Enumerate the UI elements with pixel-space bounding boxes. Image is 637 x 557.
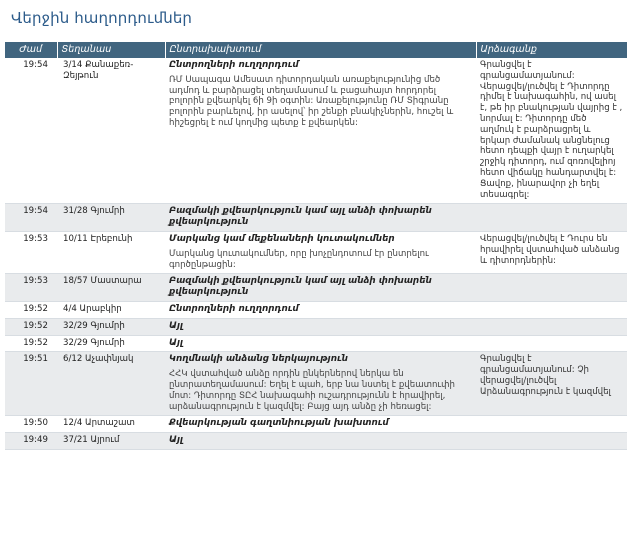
cell-place: 32/29 Գյումրի <box>57 335 165 352</box>
cell-place: 32/29 Գյումրի <box>57 318 165 335</box>
cell-time: 19:53 <box>5 231 57 273</box>
table-row[interactable] <box>5 416 627 433</box>
cell-place: 37/21 Այրում <box>57 433 165 450</box>
issue-description: ՀՀԿ վստահված անձը որդին ընկերներով ներկա են ընտրատեղամասում: Եղել է պահ, երբ նա նստել է քվեատուփի մոտ: Դիտորդը ՏԸՀ նախագահի ուշադրությունն է հրավիրել, արձանագրություն է կազմվել: Բայց այդ անձը չի հեռացել: <box>169 369 455 412</box>
cell-response: Գրանցվել է գրանցամատյանում: Չի վերացվել/լուծվել Արձանագրություն է կազմվել <box>476 352 627 416</box>
cell-place: 3/14 Քանաքեռ-Զեյթուն <box>57 58 165 204</box>
page-title: Վերջին հաղորդումներ <box>11 9 193 27</box>
cell-place: 18/57 Մաստարա <box>57 274 165 302</box>
cell-time: 19:53 <box>5 274 57 302</box>
column-header-place[interactable]: Տեղանաս <box>57 42 165 58</box>
cell-time: 19:54 <box>5 58 57 204</box>
issue-title: Ընտրողների ուղղորդում <box>169 303 299 314</box>
issue-title: Այլ <box>169 435 183 446</box>
issue-title: Բազմակի քվեարկություն կամ այլ անձի փոխարեն քվեարկություն <box>169 206 432 228</box>
issue-title: Կողմնակի անձանց ներկայություն <box>169 354 348 365</box>
cell-place: 4/4 Արաբկիր <box>57 301 165 318</box>
table-row[interactable] <box>5 318 627 335</box>
table-row[interactable] <box>5 204 627 232</box>
cell-issue <box>165 58 476 204</box>
cell-response <box>476 301 627 318</box>
cell-issue <box>165 204 476 232</box>
issue-title: Այլ <box>169 320 183 331</box>
column-header-time[interactable]: Ժամ <box>5 42 57 58</box>
cell-time: 19:54 <box>5 204 57 232</box>
table-row[interactable] <box>5 301 627 318</box>
cell-time: 19:49 <box>5 433 57 450</box>
cell-place: 31/28 Գյումրի <box>57 204 165 232</box>
cell-place: 12/4 Արտաշատ <box>57 416 165 433</box>
table-row[interactable] <box>5 335 627 352</box>
cell-issue <box>165 335 476 352</box>
cell-response <box>476 204 627 232</box>
cell-time: 19:52 <box>5 335 57 352</box>
issue-title: Այլ <box>169 337 183 348</box>
cell-issue <box>165 318 476 335</box>
table-body <box>5 58 627 449</box>
cell-time: 19:52 <box>5 301 57 318</box>
cell-issue <box>165 301 476 318</box>
cell-issue <box>165 231 476 273</box>
issue-description: Մարկանց կուտակումներ, որը խոչընդոտում էր ընտրելու գործընթացին: <box>169 248 429 270</box>
column-header-response[interactable]: Արձագանք <box>476 42 627 58</box>
column-header-issue[interactable]: Ընտրախախտում <box>165 42 476 58</box>
issue-title: Մարկանց կամ մեքենաների կուտակումներ <box>169 233 395 244</box>
table-row[interactable] <box>5 58 627 204</box>
cell-time: 19:52 <box>5 318 57 335</box>
cell-issue <box>165 433 476 450</box>
cell-response <box>476 274 627 302</box>
issue-title: Քվեարկության գաղտնիության խախտում <box>169 418 389 429</box>
issue-title: Բազմակի քվեարկություն կամ այլ անձի փոխարեն քվեարկություն <box>169 276 432 298</box>
cell-place: 10/11 Էրեբունի <box>57 231 165 273</box>
cell-response <box>476 318 627 335</box>
cell-issue <box>165 352 476 416</box>
table-header <box>5 42 627 58</box>
issue-title: Ընտրողների ուղղորդում <box>169 60 299 70</box>
cell-response <box>476 416 627 433</box>
cell-response: Գրանցվել է գրանցամատյանում: Վերացվել/լուծվել է Դիտորդը դիմել է նախագահին, ով ասել է, թե իր բնակության վայրից է , նորմալ է: Դիտորդը մեծ աղմուկ է բարձրացրել և երկար ժամանակ անցնելուց հետո դեպքի վայր է ուղարկել շրջիկ դիտորդ, ում զոռովելիոյ հետո վիճակը հանդարտվել է: Ցավոք, ինարավոր չի եղել տեսագրել: <box>476 58 627 204</box>
table-row[interactable] <box>5 231 627 273</box>
table-row[interactable] <box>5 274 627 302</box>
cell-time: 19:51 <box>5 352 57 416</box>
issue-description: ՌՄ Սապագա Ամեսատ դիտորդական առաքելությունից մեծ ադմոդ և բարձրացել տեղամասում և բացահայտ հորդորել բոլորին քվեարկել 6ի 9ի օգտին: Առաքելությունը ՌՄ Տիգրանը բոլորին բարևելով, իր ասելով՝ իր շենքի բնակիչներին, հուշել և հիշեցրել է ում կողմից պետք է քվեարկեն: <box>169 74 454 128</box>
cell-response: Վերացվել/լուծվել է Դուրս են հրավիրել վստահված անձանց և դիտորդներին: <box>476 231 627 273</box>
cell-issue <box>165 274 476 302</box>
cell-time: 19:50 <box>5 416 57 433</box>
table-row[interactable] <box>5 352 627 416</box>
cell-place: 6/12 Աչափնյակ <box>57 352 165 416</box>
reports-table <box>5 42 627 450</box>
cell-response <box>476 433 627 450</box>
table-row[interactable] <box>5 433 627 450</box>
cell-issue <box>165 416 476 433</box>
cell-response <box>476 335 627 352</box>
